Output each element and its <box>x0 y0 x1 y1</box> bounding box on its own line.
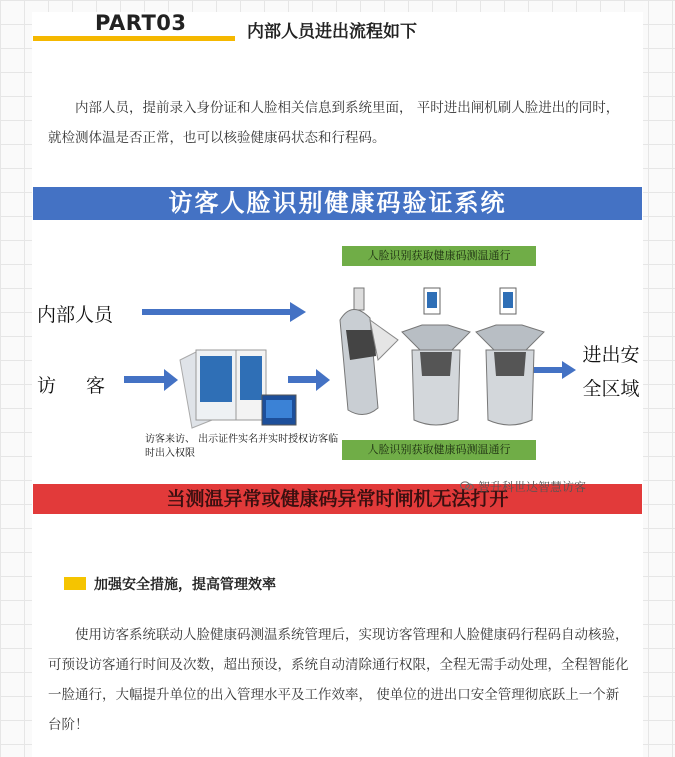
arrow-internal <box>142 302 306 322</box>
green-label-bottom: 人脸识别获取健康码测温通行 <box>342 440 536 460</box>
section2-paragraph: 使用访客系统联动人脸健康码测温系统管理后，实现访客管理和人脸健康码行程码自动核验，可预设访客通行时间及次数，超出预设，系统自动清除通行权限，全程无需手动处理，全程智能化一脸通行，大幅提升单位的出入管理水平及工作效率， 使单位的进出口安全管理彻底跃上一个新台阶！ <box>48 627 629 733</box>
gate-2 <box>402 288 470 425</box>
heading-marker <box>64 577 86 590</box>
visitor-label: 访客 <box>37 375 136 397</box>
warning-banner: 当测温异常或健康码异常时闸机无法打开 <box>33 484 642 514</box>
subsection-heading: 加强安全措施，提高管理效率 <box>94 577 276 593</box>
green-label-top: 人脸识别获取健康码测温通行 <box>342 246 536 266</box>
gate-3 <box>476 288 544 425</box>
arrow-to-gates <box>288 369 330 391</box>
section-title: 内部人员进出流程如下 <box>247 22 417 42</box>
secure-area-label: 进出安全区域 <box>582 344 640 400</box>
wechat-icon <box>460 481 474 491</box>
watermark-text: 智升科世达智慧访客 <box>478 480 587 494</box>
intro-paragraph: 内部人员，提前录入身份证和人脸相关信息到系统里面， 平时进出闸机刷人脸进出的同时，就检测体温是否正常，也可以核验健康码状态和行程码。 <box>48 100 620 146</box>
gate-1 <box>340 288 398 415</box>
internal-staff-label: 内部人员 <box>37 304 114 326</box>
part-tag: PART03 <box>95 11 187 35</box>
visitor-kiosk <box>180 350 296 428</box>
watermark <box>460 478 586 495</box>
visitor-note: 访客来访、 出示证件实名并实时授权访客临时出入权限 <box>145 434 339 459</box>
system-banner: 访客人脸识别健康码验证系统 <box>33 187 642 220</box>
